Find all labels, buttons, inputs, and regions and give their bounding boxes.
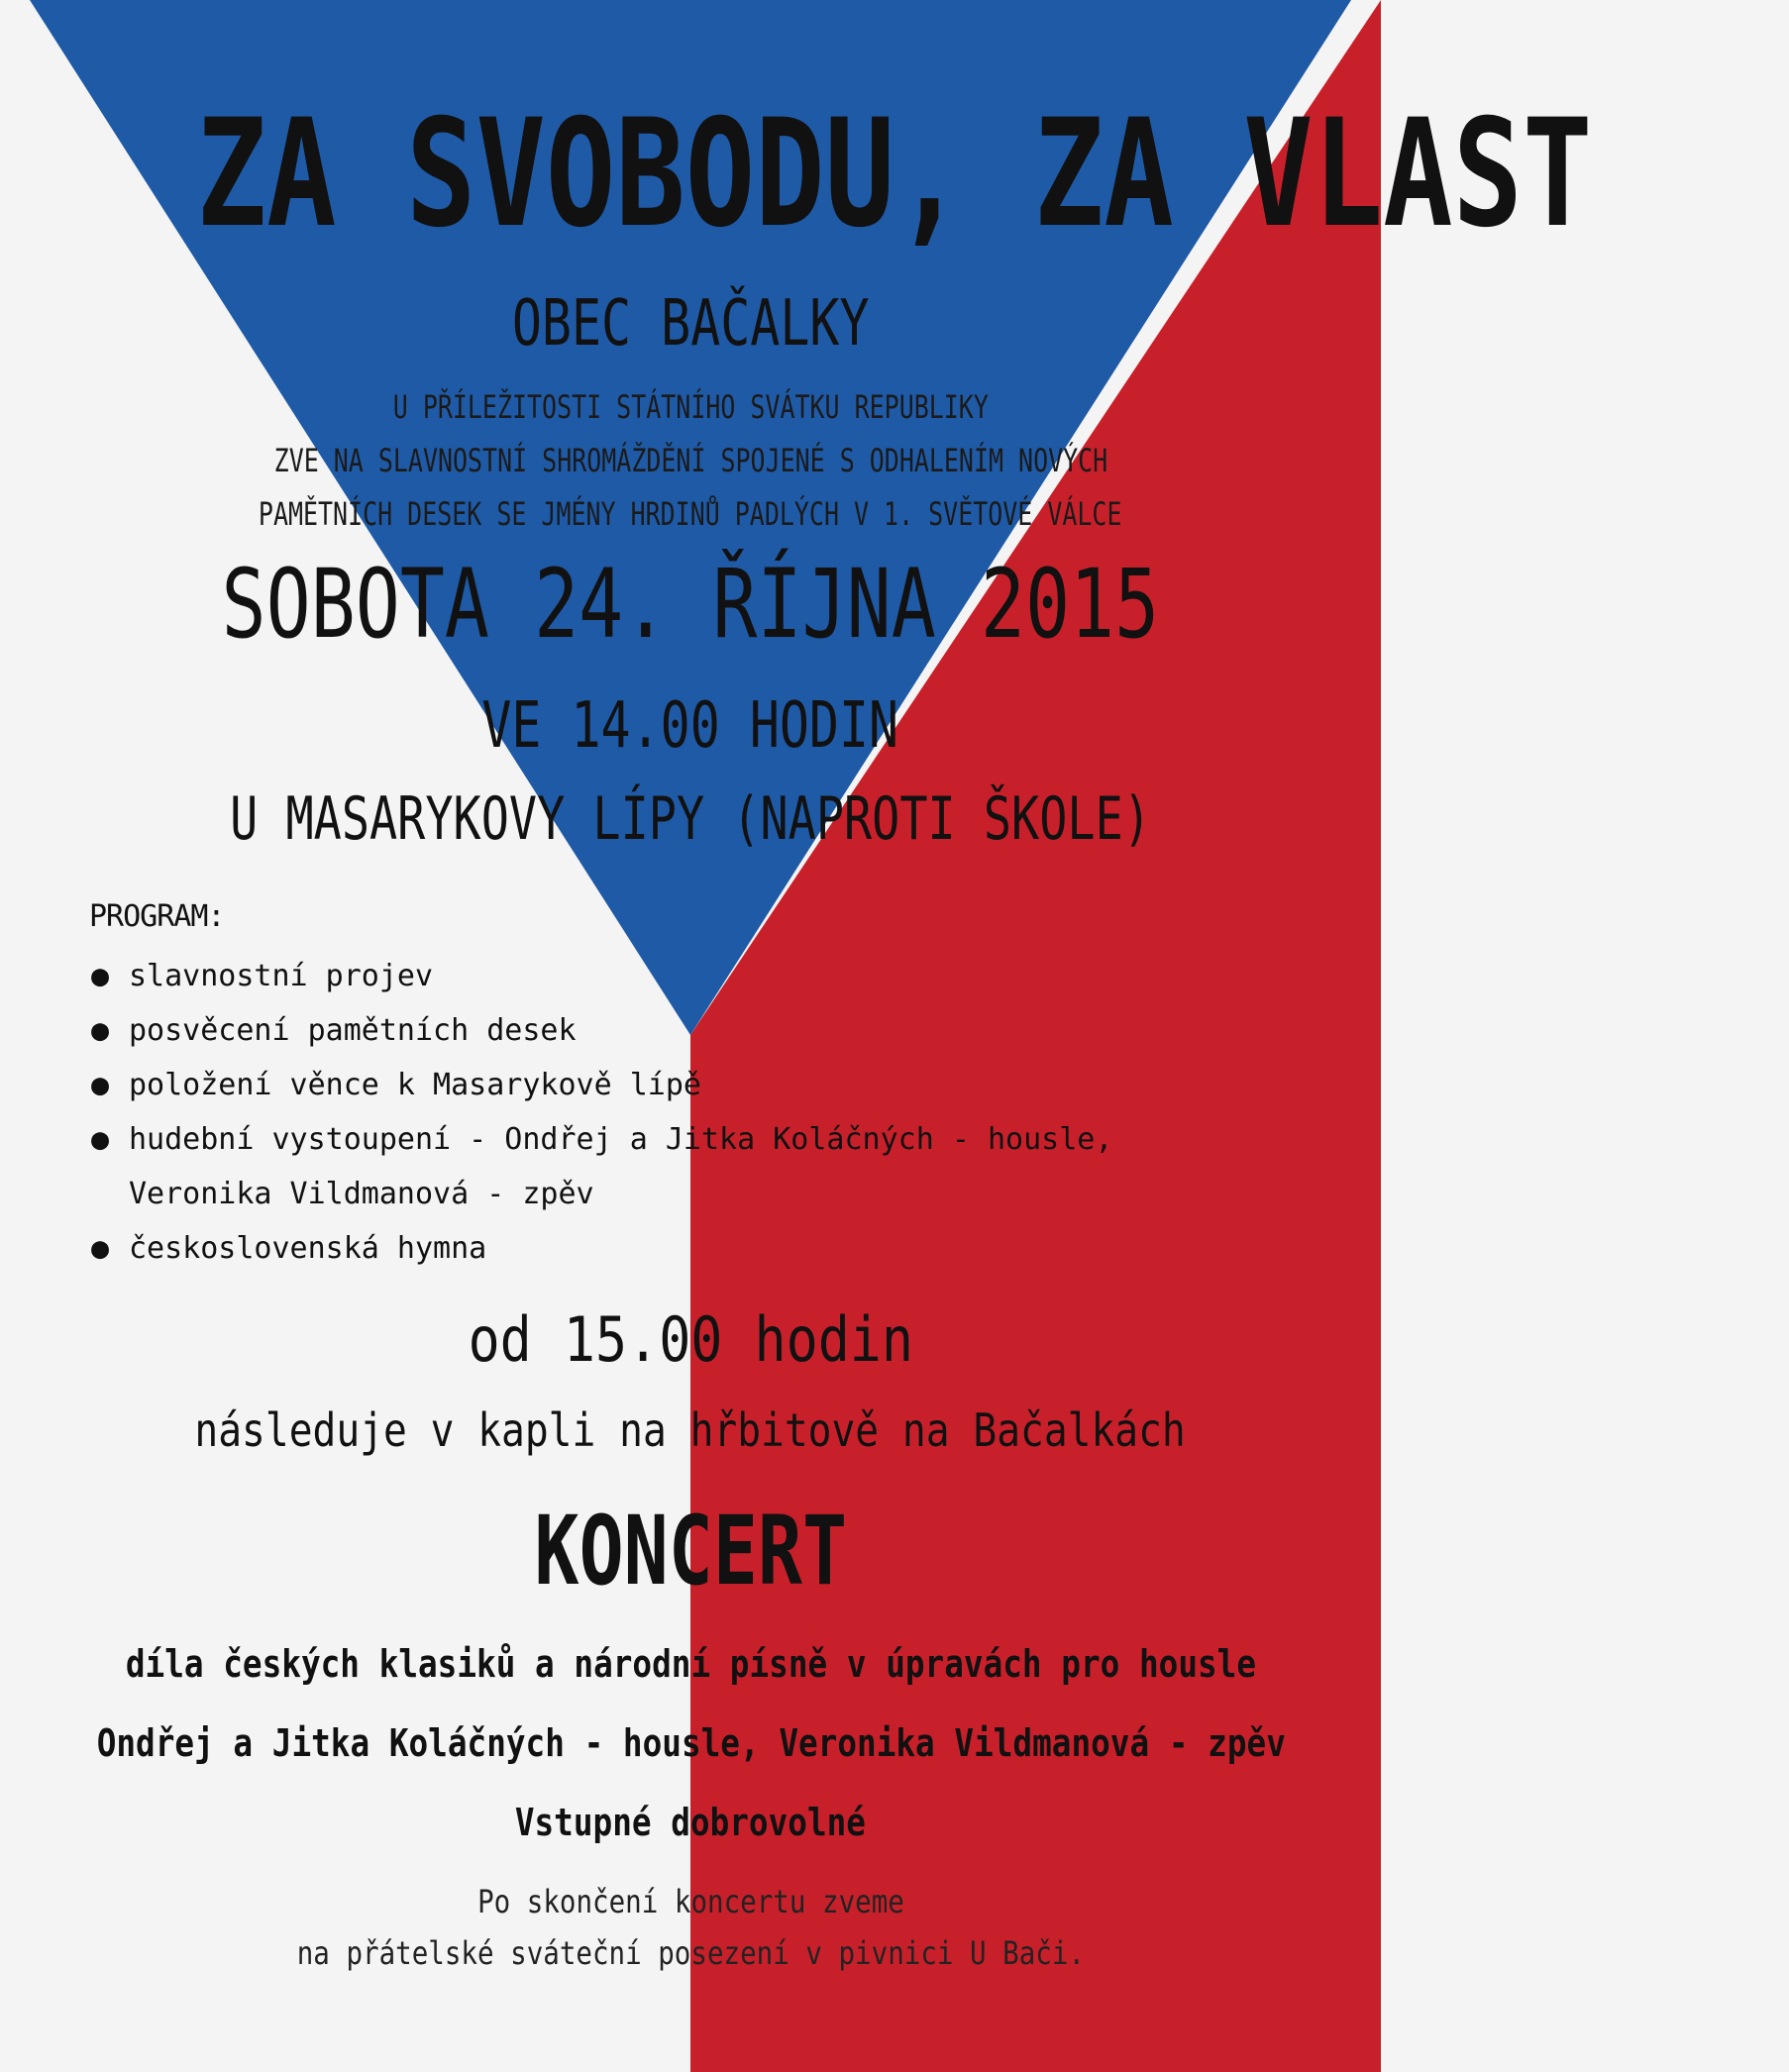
event-date: SOBOTA 24. ŘÍJNA 2015 (221, 549, 1160, 660)
poster-title: ZA SVOBODU, ZA VLAST (196, 88, 1593, 260)
intro-text (0, 380, 1381, 541)
concert-title: KONCERT (534, 1496, 847, 1606)
closing-line: Po skončení koncertu zveme (476, 1883, 904, 1920)
concert-time: od 15.00 hodin (468, 1303, 913, 1376)
program-item: ● československá hymna (89, 1221, 1112, 1276)
intro-line: U PŘÍLEŽITOSTI STÁTNÍHO SVÁTKU REPUBLIKY (392, 388, 989, 426)
bullet-icon: ● (91, 1013, 110, 1048)
admission-note: Vstupné dobrovolné (514, 1801, 867, 1844)
program-item: ● hudební vystoupení - Ondřej a Jitka Koláčných - housle, Veronika Vildmanová - zpěv (89, 1112, 1112, 1221)
program-list (89, 949, 1112, 1276)
event-place: U MASARYKOVY LÍPY (NAPROTI ŠKOLE) (230, 784, 1151, 854)
program-item: ● položení věnce k Masarykově lípě (89, 1058, 1112, 1112)
program-section (89, 895, 1112, 1276)
organizer: OBEC BAČALKY (511, 287, 870, 361)
bullet-icon: ● (91, 1068, 110, 1102)
closing-line: na přátelské sváteční posezení v pivnici U Bači. (296, 1934, 1085, 1972)
program-item: ● posvěcení pamětních desek (89, 1003, 1112, 1058)
concert-description: díla českých klasiků a národní písně v úpravách pro housle (125, 1642, 1256, 1686)
concert-location: následuje v kapli na hřbitově na Bačalkách (194, 1403, 1187, 1457)
intro-line: ZVE NA SLAVNOSTNÍ SHROMÁŽDĚNÍ SPOJENÉ S ODHALENÍM NOVÝCH (273, 442, 1107, 479)
bullet-icon: ● (91, 959, 110, 993)
program-item: ● slavnostní projev (89, 949, 1112, 1003)
closing-invitation (0, 1876, 1381, 1979)
program-label: PROGRAM: (89, 899, 225, 934)
event-time: VE 14.00 HODIN (481, 689, 899, 763)
intro-line: PAMĚTNÍCH DESEK SE JMÉNY HRDINŮ PADLÝCH V 1. SVĚTOVÉ VÁLCE (259, 495, 1122, 533)
bullet-icon: ● (91, 1231, 110, 1266)
concert-performers: Ondřej a Jitka Koláčných - housle, Veronika Vildmanová - zpěv (96, 1721, 1286, 1765)
bullet-icon: ● (91, 1122, 110, 1157)
